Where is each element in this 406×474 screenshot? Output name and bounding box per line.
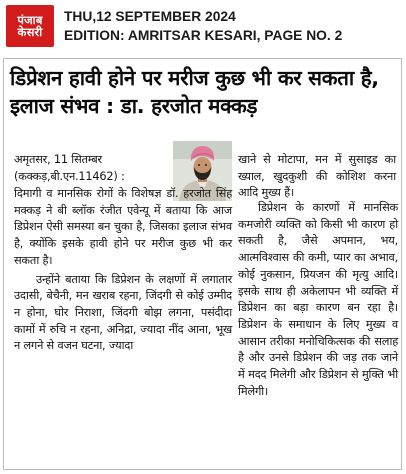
article-column-2-top [238,152,396,202]
paragraph-continued: खाने से मोटापा, मन में सुसाइड का ख्याल, खुदकुशी की कोशिश करना आदि मुख्य हैं। [238,153,396,200]
paragraph-1: दिमागी व मानसिक रोगों के विशेषज्ञ डॉ. हरजोत सिंह मक्कड़ ने बी ब्लॉक रंजीत एवेन्यू में बताया कि आज डिप्रेशन ऐसी समस्या बन चुका है, जिसका इलाज संभव है, क्योंकि इसके हावी होने पर मरीज कुछ भी कर सकता है। [14,187,232,267]
paragraph-3: डिप्रेशन के कारणों में मानसिक कमजोरी व्यक्ति को किसी भी कारण हो सकती है, जैसे अपमान, भय, आत्मविश्वास की कमी, प्यार का अभाव, कोई नुकसान, प्रियजन की मृत्यु आदि। इसके साथ ही अकेलापन भी व्यक्ति में डिप्रेशन का बड़ा कारण बन रहा है। डिप्रेशन के समाधान के लिए मुख्य व आसान तरीका मनोचिकित्सक की सलाह है और उनसे डिप्रेशन की जड़ तक जाने में मदद मिलेगी और डिप्रेशन से मुक्ति भी मिलेगी। [238,201,398,398]
article-column-1 [14,186,232,355]
publication-date: THU,12 SEPTEMBER 2024 [64,9,236,24]
article-headline: डिप्रेशन हावी होने पर मरीज कुछ भी कर सकता है, इलाज संभव : डा. हरजोत मक्कड़ [10,66,379,118]
article-column-2 [238,200,398,400]
article-dateline [14,152,166,185]
logo-line-2: केसरी [17,25,43,39]
masthead [0,0,406,52]
publication-meta [64,7,342,45]
logo-line-1: पंजाब [17,12,43,27]
paragraph-2: उन्होंने बताया कि डिप्रेशन के लक्षणों में लगातार उदासी, बेचैनी, मन खराब रहना, जिंदगी से कोई उम्मीद न होना, घोर निराशा, जिंदगी बोझ लगना, पसंदीदा कामों में रुचि न रहना, अनिद्रा, ज्यादा नींद आना, भूख न लगने से वजन घटना, ज्यादा [14,272,232,353]
edition-info: EDITION: AMRITSAR KESARI, PAGE NO. 2 [64,28,343,43]
dateline-text: अमृतसर, 11 सितम्बर (कक्कड़,बी.एन.11462) : [14,153,125,183]
punjab-kesari-logo [6,5,54,47]
